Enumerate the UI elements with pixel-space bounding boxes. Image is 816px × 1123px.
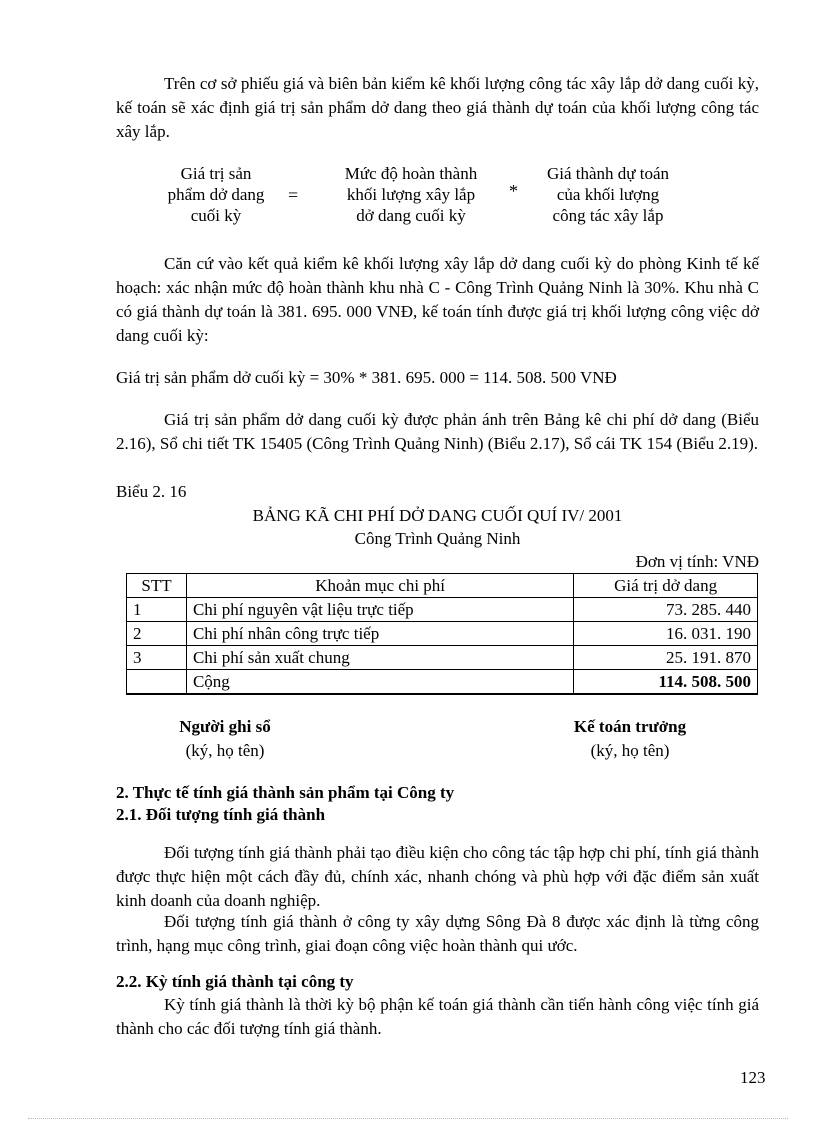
formula-left — [146, 163, 286, 226]
footer-divider — [28, 1118, 788, 1119]
signature-left — [150, 715, 300, 763]
cell-item: Chi phí nhân công trực tiếp — [186, 622, 573, 646]
formula — [116, 163, 759, 233]
paragraph-period: Kỳ tính giá thành là thời kỳ bộ phận kế toán giá thành cần tiến hành công việc tính giá thành cho các đối tượng tính giá thành. — [116, 995, 759, 1038]
table-header-row — [127, 574, 758, 598]
heading-section-2-2: 2.2. Kỳ tính giá thành tại công ty — [116, 972, 354, 991]
cell-value: 25. 191. 870 — [574, 646, 758, 670]
table-total-row — [127, 670, 758, 695]
table-unit: Đơn vị tính: VNĐ — [635, 552, 759, 571]
cost-table — [126, 573, 758, 695]
formula-middle-line: Mức độ hoàn thành — [344, 164, 478, 183]
signature-right-note: (ký, họ tên) — [590, 741, 670, 760]
cell-stt: 3 — [127, 646, 187, 670]
formula-times: * — [509, 181, 518, 201]
cell-value: 73. 285. 440 — [574, 598, 758, 622]
paragraph-intro: Trên cơ sở phiếu giá và biên bản kiểm kê khối lượng công tác xây lắp dở dang cuối kỳ, kế toán sẽ xác định giá trị sản phẩm dở dang theo giá thành dự toán của khối lượng công tác xây lắp. — [116, 74, 759, 141]
formula-left-line: Giá trị sản — [180, 164, 252, 183]
header-item: Khoản mục chi phí — [186, 574, 573, 598]
cell-total-label: Cộng — [186, 670, 573, 695]
formula-middle — [321, 163, 501, 226]
table-row — [127, 622, 758, 646]
cell-stt: 1 — [127, 598, 187, 622]
cell-stt: 2 — [127, 622, 187, 646]
formula-middle-line: khối lượng xây lắp — [346, 185, 476, 204]
cell-item: Chi phí sản xuất chung — [186, 646, 573, 670]
paragraph-reflection: Giá trị sản phẩm dở dang cuối kỳ được phản ánh trên Bảng kê chi phí dở dang (Biểu 2.16), Sổ chi tiết TK 15405 (Công Trình Quảng Ninh) (Biểu 2.17), Sổ cái TK 154 (Biểu 2.19). — [116, 410, 759, 453]
formula-right-line: công tác xây lắp — [552, 206, 664, 225]
signature-right — [555, 715, 705, 763]
signature-right-title: Kế toán trưởng — [573, 717, 687, 736]
cell-total-value: 114. 508. 500 — [574, 670, 758, 695]
table-subtitle: Công Trình Quảng Ninh — [354, 529, 521, 548]
heading-section-2-1: 2.1. Đối tượng tính giá thành — [116, 805, 326, 824]
header-value: Giá trị dở dang — [574, 574, 758, 598]
cell-stt — [127, 670, 187, 695]
table-title: BẢNG KÃ CHI PHÍ DỞ DANG CUỐI QUÍ IV/ 2001 — [252, 506, 623, 525]
calculation-line: Giá trị sản phẩm dở cuối kỳ = 30% * 381. 695. 000 = 114. 508. 500 VNĐ — [116, 368, 617, 387]
formula-middle-line: dở dang cuối kỳ — [356, 206, 466, 225]
cell-value: 16. 031. 190 — [574, 622, 758, 646]
page-number: 123 — [740, 1068, 766, 1087]
header-stt: STT — [127, 574, 187, 598]
paragraph-object: Đối tượng tính giá thành phải tạo điều kiện cho công tác tập hợp chi phí, tính giá thành được thực hiện một cách đầy đủ, chính xác, nhanh chóng và phù hợp với đặc điểm sản xuất kinh doanh của doanh nghiệp. — [116, 843, 759, 910]
paragraph-object-company: Đối tượng tính giá thành ở công ty xây dựng Sông Đà 8 được xác định là từng công trình, hạng mục công trình, giai đoạn công việc hoàn thành qui ước. — [116, 912, 759, 955]
cell-item: Chi phí nguyên vật liệu trực tiếp — [186, 598, 573, 622]
formula-left-line: phẩm dở dang — [167, 185, 265, 204]
signature-left-note: (ký, họ tên) — [185, 741, 265, 760]
signature-left-title: Người ghi sổ — [179, 717, 271, 736]
formula-right-line: của khối lượng — [556, 185, 660, 204]
table-row — [127, 598, 758, 622]
formula-right-line: Giá thành dự toán — [546, 164, 670, 183]
formula-equals: = — [288, 185, 299, 205]
formula-right — [528, 163, 688, 226]
paragraph-basis: Căn cứ vào kết quả kiểm kê khối lượng xây lắp dở dang cuối kỳ do phòng Kinh tế kế hoạch: xác nhận mức độ hoàn thành khu nhà C - Công Trình Quảng Ninh là 30%. Khu nhà C có giá thành dự toán là 381. 695. 000 VNĐ, kế toán tính được giá trị khối lượng công việc dở dang cuối kỳ: — [116, 254, 759, 345]
formula-left-line: cuối kỳ — [190, 206, 242, 225]
heading-section-2: 2. Thực tế tính giá thành sản phẩm tại Công ty — [116, 783, 455, 802]
table-caption: Biểu 2. 16 — [116, 482, 187, 501]
table-row — [127, 646, 758, 670]
